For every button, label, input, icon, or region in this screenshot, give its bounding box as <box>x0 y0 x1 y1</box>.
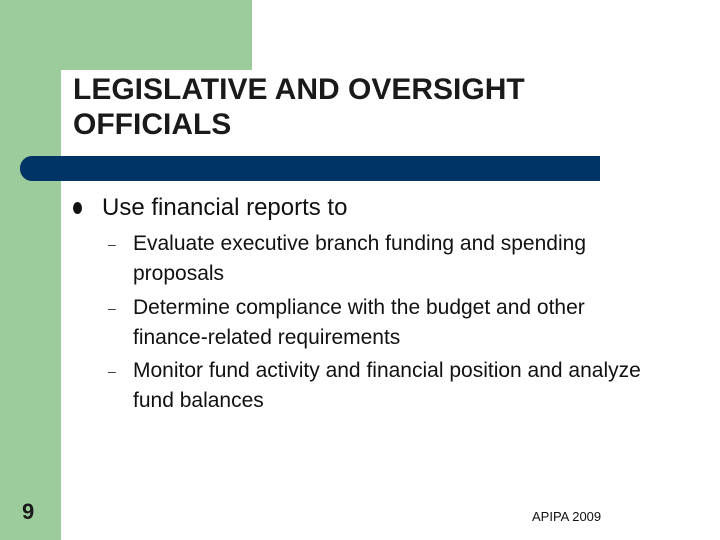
bullet-dot-icon <box>73 202 82 214</box>
title-underline-bar <box>20 156 600 181</box>
sub-bullet-2 <box>108 293 668 353</box>
dash-icon: – <box>108 236 116 252</box>
sub-bullet-text: Evaluate executive branch funding and spending proposals <box>133 232 586 285</box>
sub-bullet-1 <box>108 229 668 289</box>
sub-bullet-text: Monitor fund activity and financial position and analyze fund balances <box>133 359 641 412</box>
green-side-strip <box>0 0 61 540</box>
footer-text: APIPA 2009 <box>532 509 602 524</box>
main-bullet-text: Use financial reports to <box>102 194 348 221</box>
slide-number: 9 <box>22 499 35 524</box>
dash-icon: – <box>108 300 116 316</box>
sub-bullet-text: Determine compliance with the budget and other finance-related requirements <box>133 296 585 349</box>
dash-icon: – <box>108 363 116 379</box>
sub-bullet-3 <box>108 356 668 416</box>
main-bullet <box>73 194 347 222</box>
slide-title: LEGISLATIVE AND OVERSIGHT OFFICIALS <box>73 73 525 141</box>
